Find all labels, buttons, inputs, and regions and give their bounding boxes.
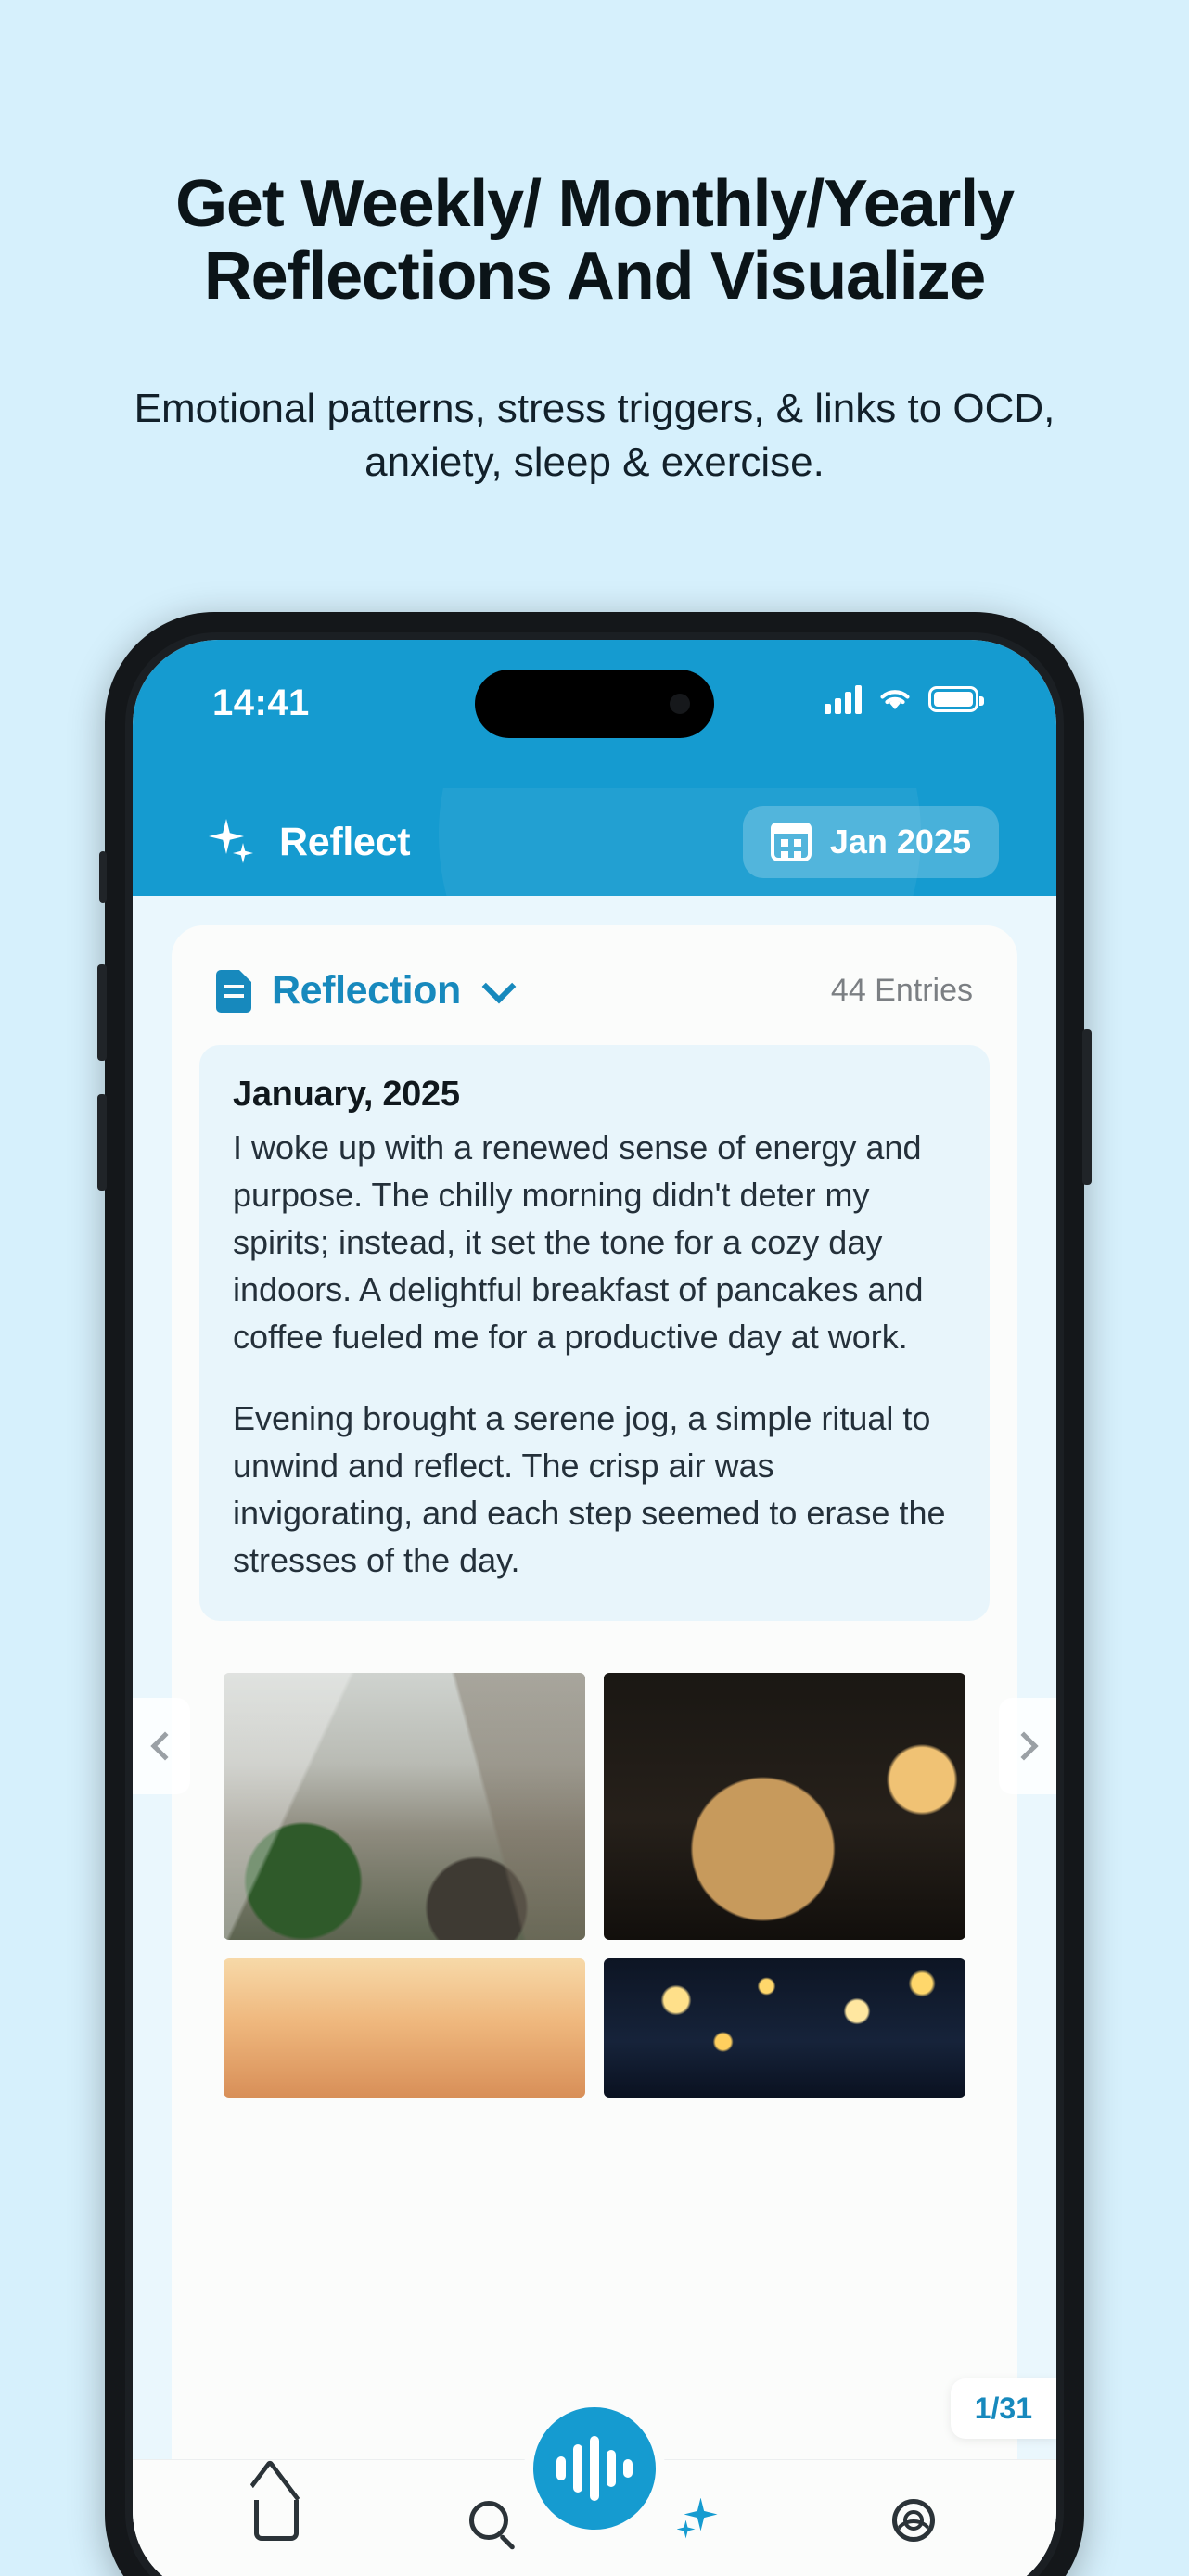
entry-date: January, 2025 — [233, 1075, 460, 1114]
dynamic-island — [475, 670, 714, 738]
power-button[interactable] — [1082, 1029, 1092, 1185]
phone-screen — [133, 640, 1056, 2576]
record-voice-button[interactable] — [524, 2398, 665, 2539]
cellular-bars-icon — [825, 684, 862, 714]
status-bar — [133, 640, 1056, 788]
previous-entry-button[interactable] — [133, 1698, 190, 1794]
photo-woman-dancing[interactable] — [604, 1673, 965, 1940]
page-subheadline: Emotional patterns, stress triggers, & links to OCD, anxiety, sleep & exercise. — [134, 386, 1055, 486]
document-icon — [216, 970, 251, 1013]
month-selector[interactable] — [743, 806, 999, 878]
app-title: Reflect — [279, 819, 411, 864]
reflection-title: Reflection — [272, 968, 461, 1013]
content-area — [133, 896, 1056, 2576]
silent-switch[interactable] — [99, 851, 107, 903]
entry-photo-gallery[interactable] — [199, 1652, 990, 2118]
tab-home[interactable] — [230, 2483, 323, 2557]
entries-count: 44 Entries — [830, 973, 973, 1008]
chevron-down-icon[interactable] — [481, 969, 516, 1003]
volume-up-button[interactable] — [97, 964, 107, 1061]
sparkle-icon — [205, 817, 255, 867]
tab-profile[interactable] — [867, 2483, 960, 2557]
wifi-icon — [876, 685, 914, 713]
chevron-left-icon — [150, 1731, 179, 1760]
phone-bezel — [125, 632, 1064, 2576]
status-time: 14:41 — [212, 682, 310, 723]
reflection-card-header — [196, 925, 993, 1045]
front-camera-icon — [670, 694, 690, 714]
photo-grid-row-1 — [224, 1673, 965, 1940]
entry-paragraph: Evening brought a serene jog, a simple ritual to unwind and reflect. The crisp air was invigorating, and each step seemed to erase the stresses of the day. — [233, 1398, 946, 1579]
month-selector-label: Jan 2025 — [829, 823, 971, 861]
battery-full-icon — [928, 686, 978, 712]
entry-paragraph: I woke up with a renewed sense of energy and purpose. The chilly morning didn't deter my spirits; instead, it set the tone for a cozy day indoors. A delightful breakfast of pancakes and coffee fueled me for a productive day at work. — [233, 1129, 924, 1357]
photo-grid-row-2 — [224, 1958, 965, 2098]
app-brand — [205, 817, 410, 867]
volume-down-button[interactable] — [97, 1094, 107, 1191]
reflection-entry[interactable] — [199, 1045, 990, 1621]
status-indicators — [825, 684, 978, 714]
calendar-icon — [771, 823, 812, 861]
photo-string-lights[interactable] — [604, 1958, 965, 2098]
next-entry-button[interactable] — [999, 1698, 1056, 1794]
photo-sunset-portrait[interactable] — [224, 1958, 585, 2098]
chevron-right-icon — [1009, 1731, 1038, 1760]
tab-reflect[interactable] — [655, 2483, 748, 2557]
sparkle-icon — [677, 2496, 725, 2544]
page-indicator: 1/31 — [951, 2378, 1056, 2439]
home-icon — [254, 2500, 299, 2541]
app-header — [133, 788, 1056, 896]
page-headline: Get Weekly/ Monthly/Yearly Reflections And Visualize — [175, 167, 1014, 313]
photo-hiking-group[interactable] — [224, 1673, 585, 1940]
reflection-card — [172, 925, 1017, 2576]
phone-mockup — [105, 612, 1084, 2576]
profile-icon — [892, 2499, 935, 2542]
search-icon — [469, 2501, 508, 2540]
tab-search[interactable] — [442, 2483, 535, 2557]
